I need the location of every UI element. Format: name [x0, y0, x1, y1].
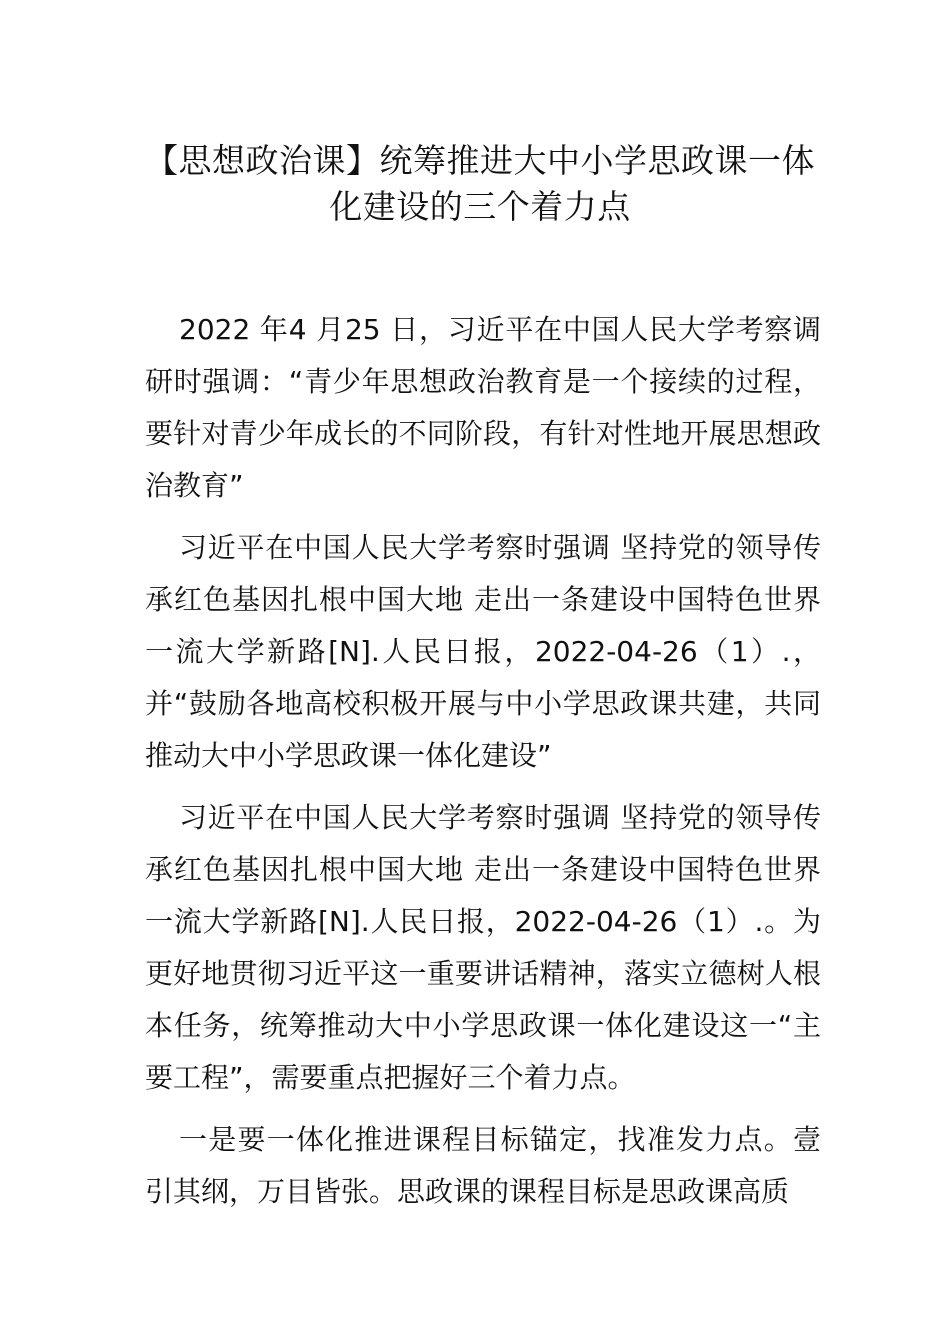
paragraph-1: 2022 年4 月25 日，习近平在中国人民大学考察调研时强调：“青少年思想政治教育是一个接续的过程，要针对青少年成长的不同阶段，有针对性地开展思想政治教育”: [145, 313, 821, 502]
paragraph-4: 一是要一体化推进课程目标锚定，找准发力点。壹引其纲，万目皆张。思政课的课程目标是思政课高质: [145, 1123, 821, 1208]
document-title: 【思想政治课】统筹推进大中小学思政课一体化建设的三个着力点: [145, 141, 815, 226]
paragraph-3: 习近平在中国人民大学考察时强调 坚持党的领导传承红色基因扎根中国大地 走出一条建设中国特色世界一流大学新路[N].人民日报，2022-04-26（1）.。为更好地贯彻习近平这一重要讲话精神，落实立德树人根本任务，统筹推动大中小学思政课一体化建设这一“主要工程”，需要重点把握好三个着力点。: [145, 801, 821, 1094]
document-body: [145, 304, 821, 1228]
paragraph-2: 习近平在中国人民大学考察时强调 坚持党的领导传承红色基因扎根中国大地 走出一条建设中国特色世界一流大学新路[N].人民日报，2022-04-26（1）.， 并“鼓励各地高校积极开展与中小学思政课共建，共同推动大中小学思政课一体化建设”: [145, 531, 821, 772]
